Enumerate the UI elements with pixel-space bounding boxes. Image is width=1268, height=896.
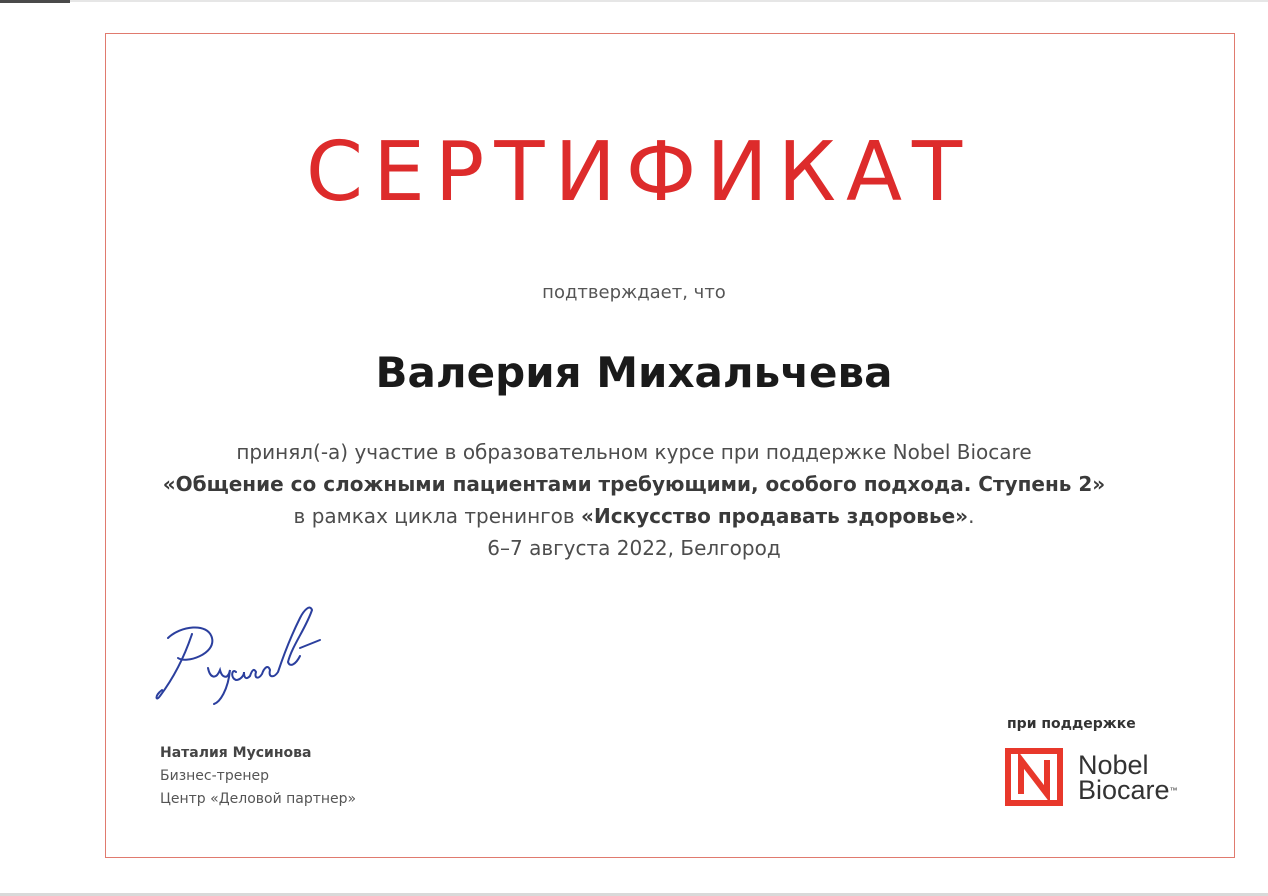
signer-name: Наталия Мусинова: [160, 745, 312, 761]
scan-edge-mark: [0, 0, 70, 3]
page-edge: [0, 0, 1268, 2]
signer-role: Бизнес-тренер: [160, 768, 269, 784]
course-title: «Общение со сложными пациентами требующими, особого подхода. Ступень 2»: [162, 472, 1106, 496]
handwritten-signature: [150, 598, 330, 708]
series-title: «Искусство продавать здоровье»: [581, 504, 969, 528]
logo-word-biocare-line: [1078, 775, 1178, 805]
certificate-title: СЕРТИФИКАТ: [305, 125, 973, 220]
nobel-biocare-mark-icon: [1005, 748, 1063, 806]
logo-word-nobel: Nobel: [1078, 750, 1149, 780]
certificate-body: [0, 436, 1268, 564]
series-prefix: в рамках цикла тренингов: [293, 504, 582, 528]
date-place: 6–7 августа 2022, Белгород: [487, 536, 781, 560]
logo-word-biocare: Biocare: [1078, 775, 1170, 805]
signer-organization: Центр «Деловой партнер»: [160, 791, 357, 807]
confirms-text: подтверждает, что: [542, 282, 726, 303]
recipient-name: Валерия Михальчева: [375, 348, 893, 397]
participation-line: принял(-а) участие в образовательном курсе при поддержке Nobel Biocare: [236, 440, 1032, 464]
series-suffix: .: [968, 504, 975, 528]
series-line: [0, 500, 1268, 532]
nobel-biocare-logo: [1005, 748, 1205, 808]
signer-block: [160, 742, 356, 811]
support-label: при поддержке: [1007, 716, 1136, 732]
logo-wordmark: [1078, 750, 1178, 805]
trademark-sign: ™: [1169, 786, 1178, 795]
